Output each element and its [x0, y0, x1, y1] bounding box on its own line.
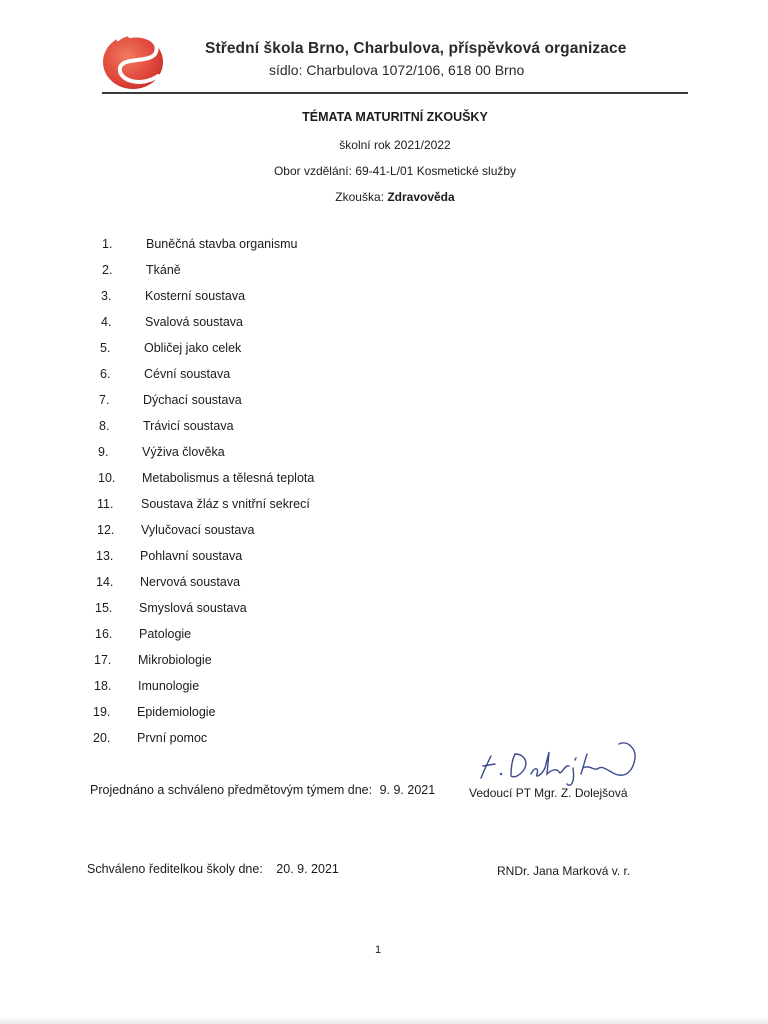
topic-label: Výživa člověka: [142, 445, 225, 459]
field-value: 69-41-L/01 Kosmetické služby: [355, 164, 517, 178]
topic-label: Trávicí soustava: [143, 419, 234, 433]
topic-label: Soustava žláz s vnitřní sekrecí: [141, 497, 310, 511]
topic-number: 3.: [101, 289, 112, 303]
topic-label: Tkáně: [146, 263, 181, 277]
field-prefix: Obor vzdělání:: [273, 164, 356, 178]
topic-label: Cévní soustava: [144, 367, 231, 381]
topic-number: 13.: [96, 549, 114, 563]
topic-label: Dýchací soustava: [143, 393, 242, 407]
topic-label: Vylučovací soustava: [141, 523, 255, 537]
subject-team-approval-text: Projednáno a schváleno předmětovým týmem dne:: [90, 783, 373, 797]
topic-number: 16.: [95, 627, 113, 641]
school-address: sídlo: Charbulova 1072/106, 618 00 Brno: [269, 62, 525, 78]
scan-edge: [0, 1016, 768, 1024]
director-approval: [87, 862, 339, 876]
topic-number: 5.: [100, 341, 111, 355]
subject-team-approval-date: 9. 9. 2021: [379, 783, 436, 797]
director-approval-text: Schváleno ředitelkou školy dne:: [87, 862, 263, 876]
topic-label: Metabolismus a tělesná teplota: [142, 471, 315, 485]
topic-label: Smyslová soustava: [139, 601, 247, 615]
topic-label: Nervová soustava: [140, 575, 241, 589]
topic-label: Imunologie: [138, 679, 200, 693]
exam-value: Zdravověda: [387, 190, 455, 204]
topic-number: 20.: [93, 731, 111, 745]
topic-label: Svalová soustava: [145, 315, 243, 329]
topic-label: Mikrobiologie: [138, 653, 212, 667]
school-name: Střední škola Brno, Charbulova, příspěvková organizace: [205, 40, 627, 57]
topic-label: Buněčná stavba organismu: [146, 237, 298, 251]
topic-number: 2.: [102, 263, 113, 277]
topic-label: Pohlavní soustava: [140, 549, 243, 563]
exam-prefix: Zkouška:: [335, 190, 388, 204]
subject-team-signer: Vedoucí PT Mgr. Z. Dolejšová: [469, 786, 628, 800]
page-number: 1: [374, 944, 382, 956]
director-signer: RNDr. Jana Marková v. r.: [497, 864, 631, 878]
topic-number: 6.: [100, 367, 111, 381]
document-title: TÉMATA MATURITNÍ ZKOUŠKY: [302, 110, 488, 124]
topic-label: Epidemiologie: [137, 705, 216, 719]
topic-label: První pomoc: [137, 731, 208, 745]
topic-number: 18.: [94, 679, 112, 693]
topic-number: 17.: [94, 653, 112, 667]
topic-number: 10.: [98, 471, 116, 485]
topic-number: 12.: [97, 523, 115, 537]
topic-number: 8.: [99, 419, 110, 433]
subject-team-approval: [90, 783, 435, 797]
topic-number: 7.: [99, 393, 110, 407]
topic-number: 4.: [101, 315, 112, 329]
topic-number: 14.: [96, 575, 114, 589]
topic-number: 11.: [97, 497, 114, 511]
topic-label: Patologie: [139, 627, 192, 641]
topic-number: 15.: [95, 601, 113, 615]
handwritten-signature: [475, 738, 645, 790]
topic-number: 19.: [93, 705, 111, 719]
school-year: školní rok 2021/2022: [339, 138, 451, 152]
topic-label: Kosterní soustava: [145, 289, 246, 303]
director-approval-date: 20. 9. 2021: [276, 862, 339, 876]
topic-number: 9.: [98, 445, 109, 459]
topic-label: Obličej jako celek: [144, 341, 242, 355]
topic-number: 1.: [102, 237, 113, 251]
